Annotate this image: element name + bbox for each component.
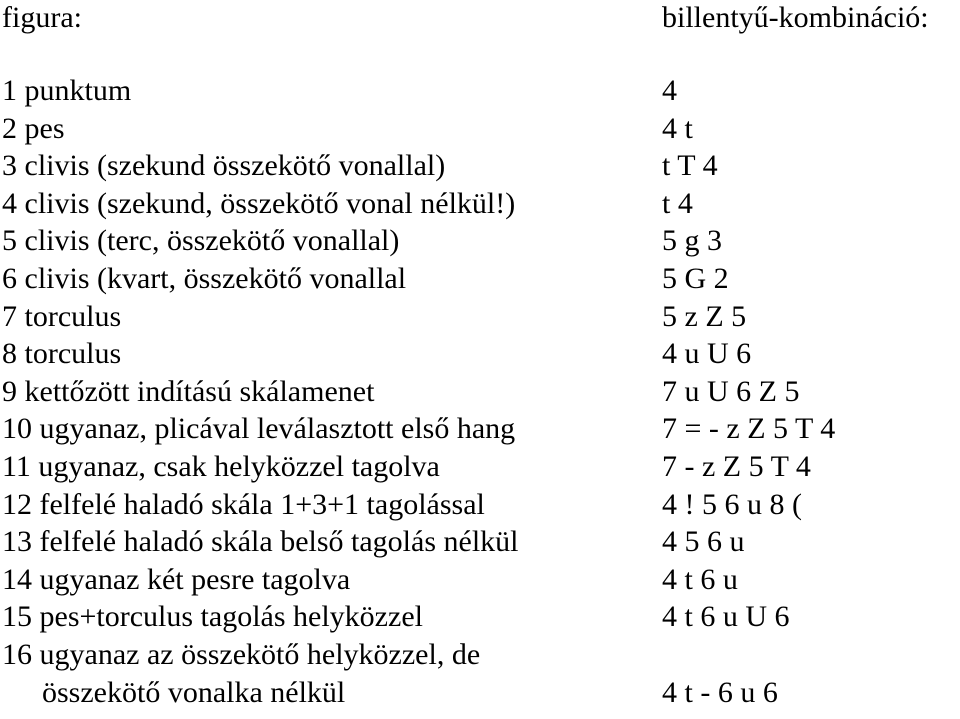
header-key-combination-label: billentyű-kombináció: bbox=[662, 1, 929, 34]
list-item bbox=[0, 448, 960, 486]
figure-name: 1 punktum bbox=[2, 74, 132, 107]
key-combination: 7 - z Z 5 T 4 bbox=[662, 449, 811, 483]
list-item bbox=[0, 222, 960, 260]
key-combination: 4 t - 6 u 6 bbox=[662, 675, 778, 709]
key-combination: 7 u U 6 Z 5 bbox=[662, 374, 800, 408]
key-combination: 4 ! 5 6 u 8 ( bbox=[662, 487, 802, 521]
figure-name: 6 clivis (kvart, összekötő vonallal bbox=[2, 261, 407, 295]
figure-name: 15 pes+torculus tagolás helyközzel bbox=[2, 600, 423, 634]
list-item bbox=[0, 298, 960, 336]
list-item bbox=[0, 373, 960, 411]
key-combination: 5 G 2 bbox=[662, 261, 729, 295]
list-item bbox=[0, 561, 960, 599]
figure-name: 13 felfelé haladó skála belső tagolás nélkül bbox=[2, 525, 519, 559]
key-combination: 4 bbox=[662, 74, 677, 107]
figure-name: 4 clivis (szekund, összekötő vonal nélkül!) bbox=[2, 186, 516, 220]
figure-name: 12 felfelé haladó skála 1+3+1 tagolással bbox=[2, 487, 485, 521]
header-figure-label: figura: bbox=[2, 1, 82, 34]
figure-name: 8 torculus bbox=[2, 337, 122, 371]
figure-name-line-2: összekötő vonalka nélkül bbox=[42, 675, 346, 709]
list-item bbox=[0, 636, 960, 711]
list-item bbox=[0, 335, 960, 373]
figure-list bbox=[0, 72, 960, 711]
list-item bbox=[0, 72, 960, 110]
key-combination: 4 5 6 u bbox=[662, 525, 745, 559]
key-combination: t 4 bbox=[662, 186, 693, 220]
figure-name: 2 pes bbox=[2, 111, 65, 145]
key-combination: 4 t 6 u U 6 bbox=[662, 600, 790, 634]
key-combination: 5 g 3 bbox=[662, 224, 722, 258]
key-combination: 7 = - z Z 5 T 4 bbox=[662, 412, 836, 446]
key-combination: t T 4 bbox=[662, 149, 718, 183]
key-combination: 5 z Z 5 bbox=[662, 299, 747, 333]
list-item bbox=[0, 110, 960, 148]
list-item bbox=[0, 523, 960, 561]
figure-name: 7 torculus bbox=[2, 299, 122, 333]
figure-name: 5 clivis (terc, összekötő vonallal) bbox=[2, 224, 400, 258]
list-item bbox=[0, 260, 960, 298]
figure-name-line-1: 16 ugyanaz az összekötő helyközzel, de bbox=[2, 637, 481, 671]
list-item bbox=[0, 598, 960, 636]
figure-name: 9 kettőzött indítású skálamenet bbox=[2, 374, 375, 408]
list-item bbox=[0, 185, 960, 223]
table-header bbox=[0, 0, 960, 40]
list-item bbox=[0, 410, 960, 448]
list-item bbox=[0, 147, 960, 185]
list-item bbox=[0, 486, 960, 524]
figure-name: 10 ugyanaz, plicával leválasztott első hang bbox=[2, 412, 516, 446]
figure-name: 14 ugyanaz két pesre tagolva bbox=[2, 562, 351, 596]
figure-name: 11 ugyanaz, csak helyközzel tagolva bbox=[2, 449, 440, 483]
key-combination: 4 t 6 u bbox=[662, 562, 738, 596]
figure-name: 3 clivis (szekund összekötő vonallal) bbox=[2, 149, 446, 183]
key-combination: 4 u U 6 bbox=[662, 337, 752, 371]
key-combination: 4 t bbox=[662, 111, 693, 145]
